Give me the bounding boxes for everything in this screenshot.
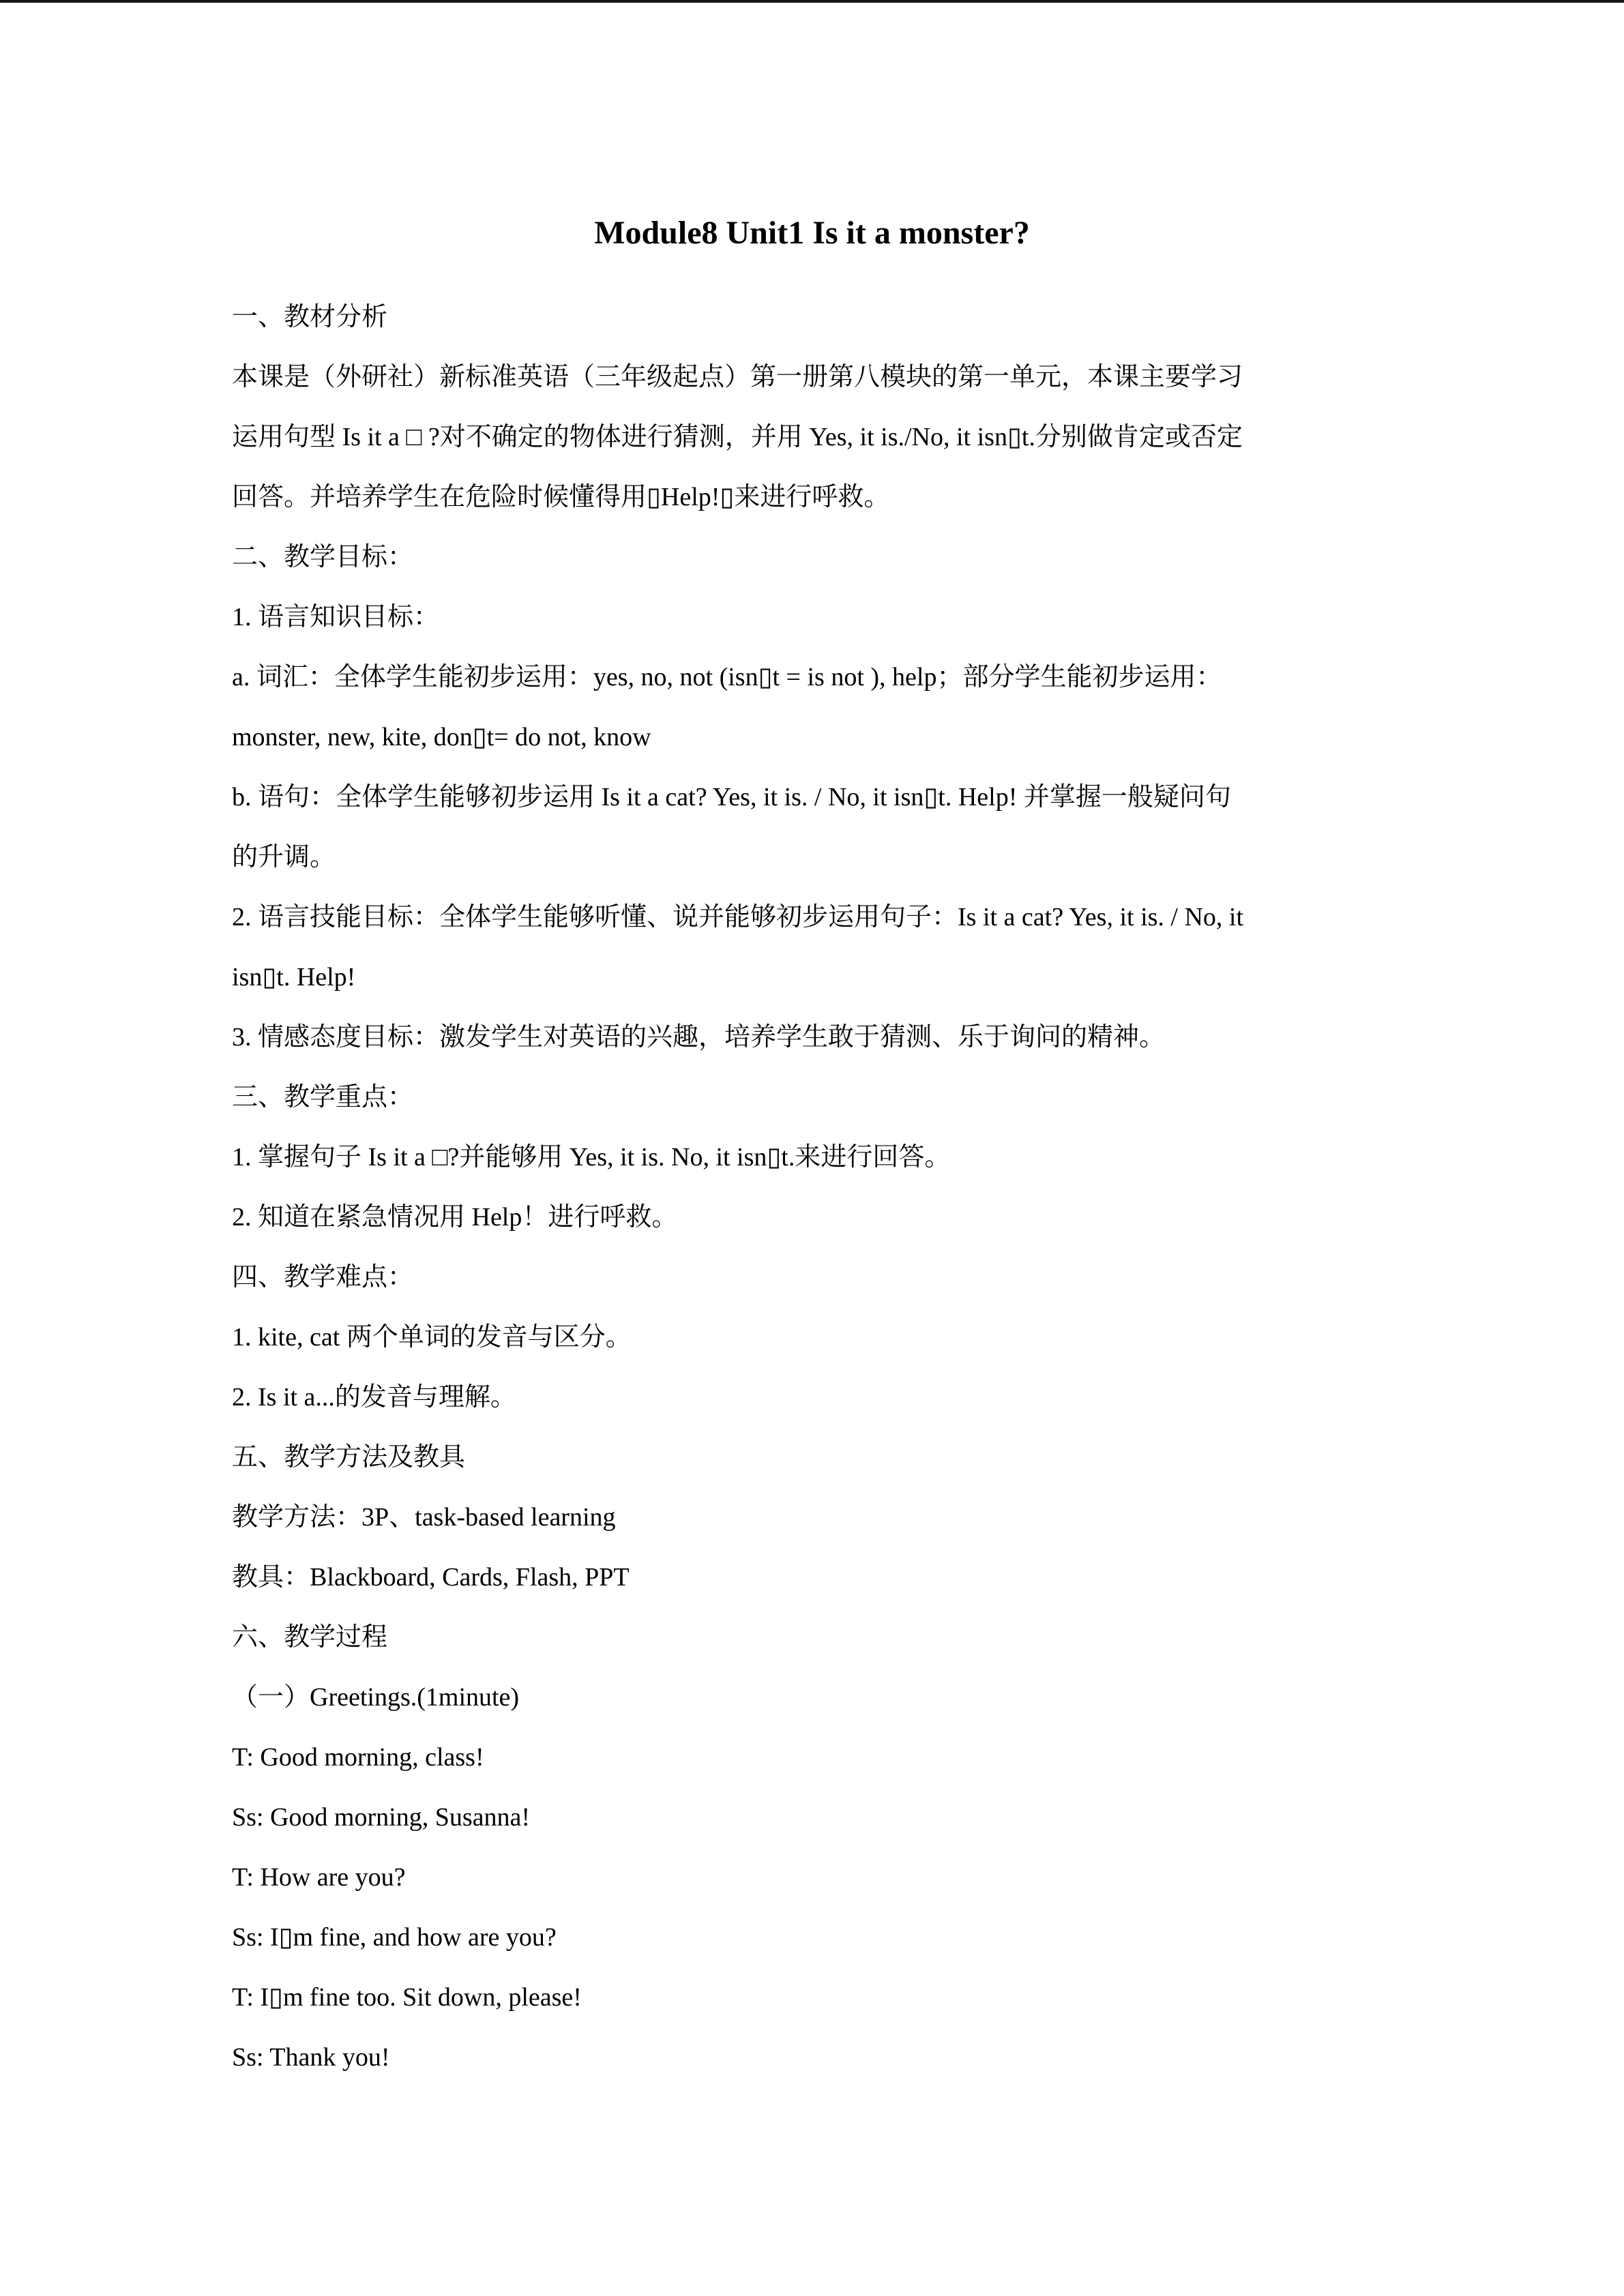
- document-line: Ss: Good morning, Susanna!: [232, 1803, 530, 1832]
- document-line: 2. Is it a...的发音与理解。: [232, 1383, 516, 1412]
- document-line: 1. kite, cat 两个单词的发音与区分。: [232, 1323, 632, 1352]
- document-line: a. 词汇：全体学生能初步运用：yes, no, not (isn▯t = is not ), help；部分学生能初步运用：: [232, 663, 1222, 691]
- document-line: 教具：Blackboard, Cards, Flash, PPT: [232, 1563, 630, 1592]
- document-line: Ss: Thank you!: [232, 2043, 390, 2072]
- document-line: 三、教学重点：: [232, 1083, 414, 1112]
- document-line: 3. 情感态度目标：激发学生对英语的兴趣，培养学生敢于猜测、乐于询问的精神。: [232, 1023, 1166, 1052]
- document-line: 一、教材分析: [232, 303, 388, 331]
- document-line: b. 语句：全体学生能够初步运用 Is it a cat? Yes, it is. / No, it isn▯t. Help! 并掌握一般疑问句: [232, 783, 1231, 811]
- document-line: 教学方法：3P、task-based learning: [232, 1503, 616, 1532]
- document-line: 四、教学难点：: [232, 1263, 414, 1292]
- document-line: T: Good morning, class!: [232, 1743, 484, 1772]
- document-line: monster, new, kite, don▯t= do not, know: [232, 723, 651, 751]
- document-line: （一）Greetings.(1minute): [232, 1683, 520, 1712]
- document-line: 本课是（外研社）新标准英语（三年级起点）第一册第八模块的第一单元，本课主要学习: [232, 363, 1243, 391]
- document-line: 运用句型 Is it a □ ?对不确定的物体进行猜测，并用 Yes, it is./No, it isn▯t.分别做肯定或否定: [232, 423, 1243, 451]
- document-line: 的升调。: [232, 843, 336, 871]
- document-body: [0, 287, 1624, 2087]
- document-line: T: How are you?: [232, 1863, 406, 1892]
- document-line: 回答。并培养学生在危险时候懂得用▯Help!▯来进行呼救。: [232, 483, 890, 511]
- document-line: 2. 知道在紧急情况用 Help！进行呼救。: [232, 1203, 678, 1232]
- document-line: isn▯t. Help!: [232, 963, 356, 992]
- page-top-edge: [0, 0, 1624, 3]
- document-line: 1. 掌握句子 Is it a □?并能够用 Yes, it is. No, it isn▯t.来进行回答。: [232, 1143, 951, 1172]
- document-line: 六、教学过程: [232, 1623, 388, 1652]
- document-line: Ss: I▯m fine, and how are you?: [232, 1923, 557, 1952]
- document-title: Module8 Unit1 Is it a monster?: [594, 215, 1030, 251]
- document-line: T: I▯m fine too. Sit down, please!: [232, 1983, 582, 2012]
- document-line: 1. 语言知识目标：: [232, 603, 440, 631]
- document-line: 2. 语言技能目标：全体学生能够听懂、说并能够初步运用句子：Is it a cat? Yes, it is. / No, it: [232, 903, 1244, 931]
- document-line: 二、教学目标：: [232, 543, 414, 571]
- document-line: 五、教学方法及教具: [232, 1443, 466, 1472]
